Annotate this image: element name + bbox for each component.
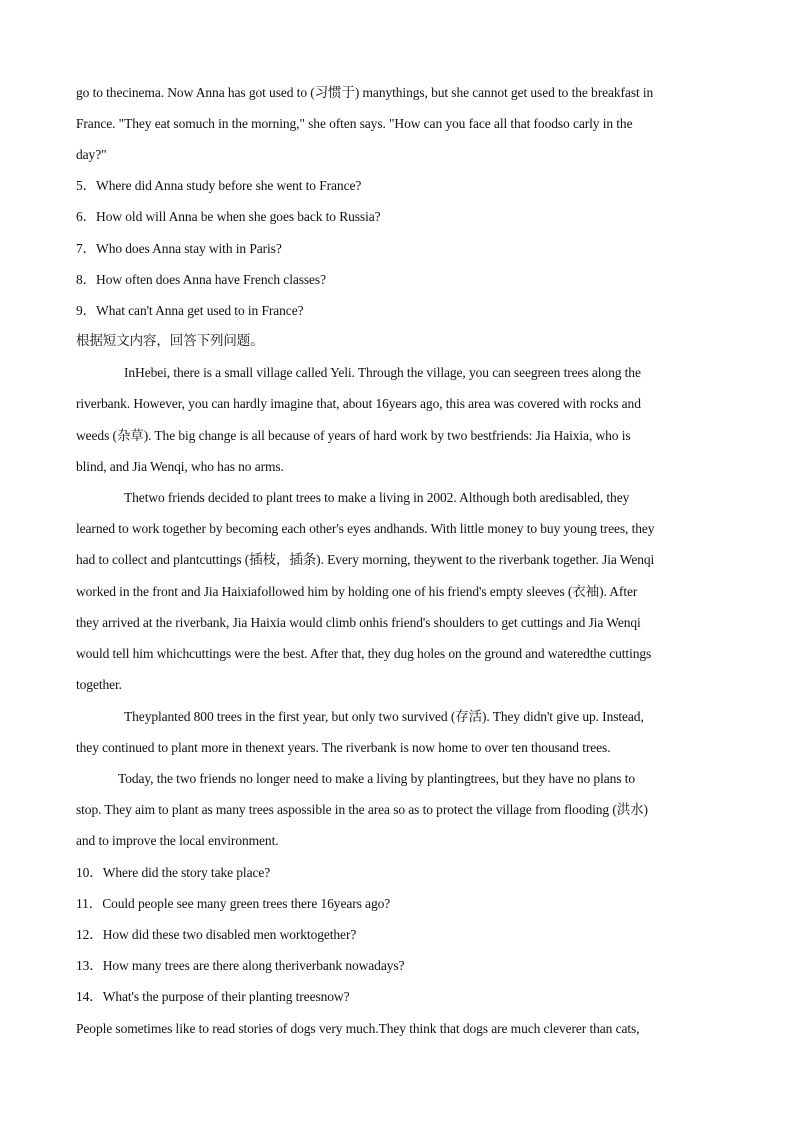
question-7: 7．Who does Anna stay with in Paris?: [76, 241, 282, 256]
passage-line: Today, the two friends no longer need to make a living by plantingtrees, but they have no plans to: [118, 771, 636, 786]
intro-line: day?": [76, 147, 107, 162]
passage-line: Thetwo friends decided to plant trees to make a living in 2002. Although both aredisabled, they: [124, 490, 630, 505]
question-12: 12．How did these two disabled men worktogether?: [76, 927, 357, 942]
passage-line: riverbank. However, you can hardly imagine that, about 16years ago, this area was covered with rocks and: [76, 396, 641, 411]
passage-line: and to improve the local environment.: [76, 833, 279, 848]
passage-line: stop. They aim to plant as many trees aspossible in the area so as to protect the village from flooding (洪水): [76, 802, 648, 817]
question-10: 10．Where did the story take place?: [76, 865, 271, 880]
intro-line: go to thecinema. Now Anna has got used to (习惯于) manythings, but she cannot get used to the breakfast in: [76, 85, 654, 100]
passage-line: together.: [76, 677, 122, 692]
question-8: 8．How often does Anna have French classes?: [76, 272, 326, 287]
passage-line: would tell him whichcuttings were the best. After that, they dug holes on the ground and wateredthe cuttings: [76, 646, 652, 661]
next-passage-line: People sometimes like to read stories of dogs very much.They think that dogs are much cleverer than cats,: [76, 1021, 640, 1036]
passage-line: weeds (杂草). The big change is all because of years of hard work by two bestfriends: Jia Haixia, who is: [76, 428, 631, 443]
passage-line: they arrived at the riverbank, Jia Haixia would climb onhis friend's shoulders to get cuttings and Jia Wenqi: [76, 615, 641, 630]
passage-line: Theyplanted 800 trees in the first year, but only two survived (存活). They didn't give up. Instead,: [124, 709, 644, 724]
passage-line: blind, and Jia Wenqi, who has no arms.: [76, 459, 284, 474]
intro-line: France. "They eat somuch in the morning," she often says. "How can you face all that foodso carly in the: [76, 116, 633, 131]
question-11: 11．Could people see many green trees there 16years ago?: [76, 896, 391, 911]
passage-line: had to collect and plantcuttings (插枝，插条). Every morning, theywent to the riverbank together. Jia Wenqi: [76, 552, 655, 567]
passage-line: InHebei, there is a small village called Yeli. Through the village, you can seegreen trees along the: [124, 365, 641, 380]
passage-line: they continued to plant more in thenext years. The riverbank is now home to over ten thousand trees.: [76, 740, 611, 755]
question-6: 6．How old will Anna be when she goes back to Russia?: [76, 209, 381, 224]
section-heading: 根据短文内容，回答下列问题。: [76, 333, 264, 349]
question-5: 5．Where did Anna study before she went to France?: [76, 178, 362, 193]
passage-line: learned to work together by becoming each other's eyes andhands. With little money to buy young trees, they: [76, 521, 655, 536]
question-9: 9．What can't Anna get used to in France?: [76, 303, 304, 318]
question-14: 14．What's the purpose of their planting treesnow?: [76, 989, 350, 1004]
passage-line: worked in the front and Jia Haixiafollowed him by holding one of his friend's empty sleeves (衣袖). After: [76, 584, 638, 599]
question-13: 13．How many trees are there along theriverbank nowadays?: [76, 958, 405, 973]
